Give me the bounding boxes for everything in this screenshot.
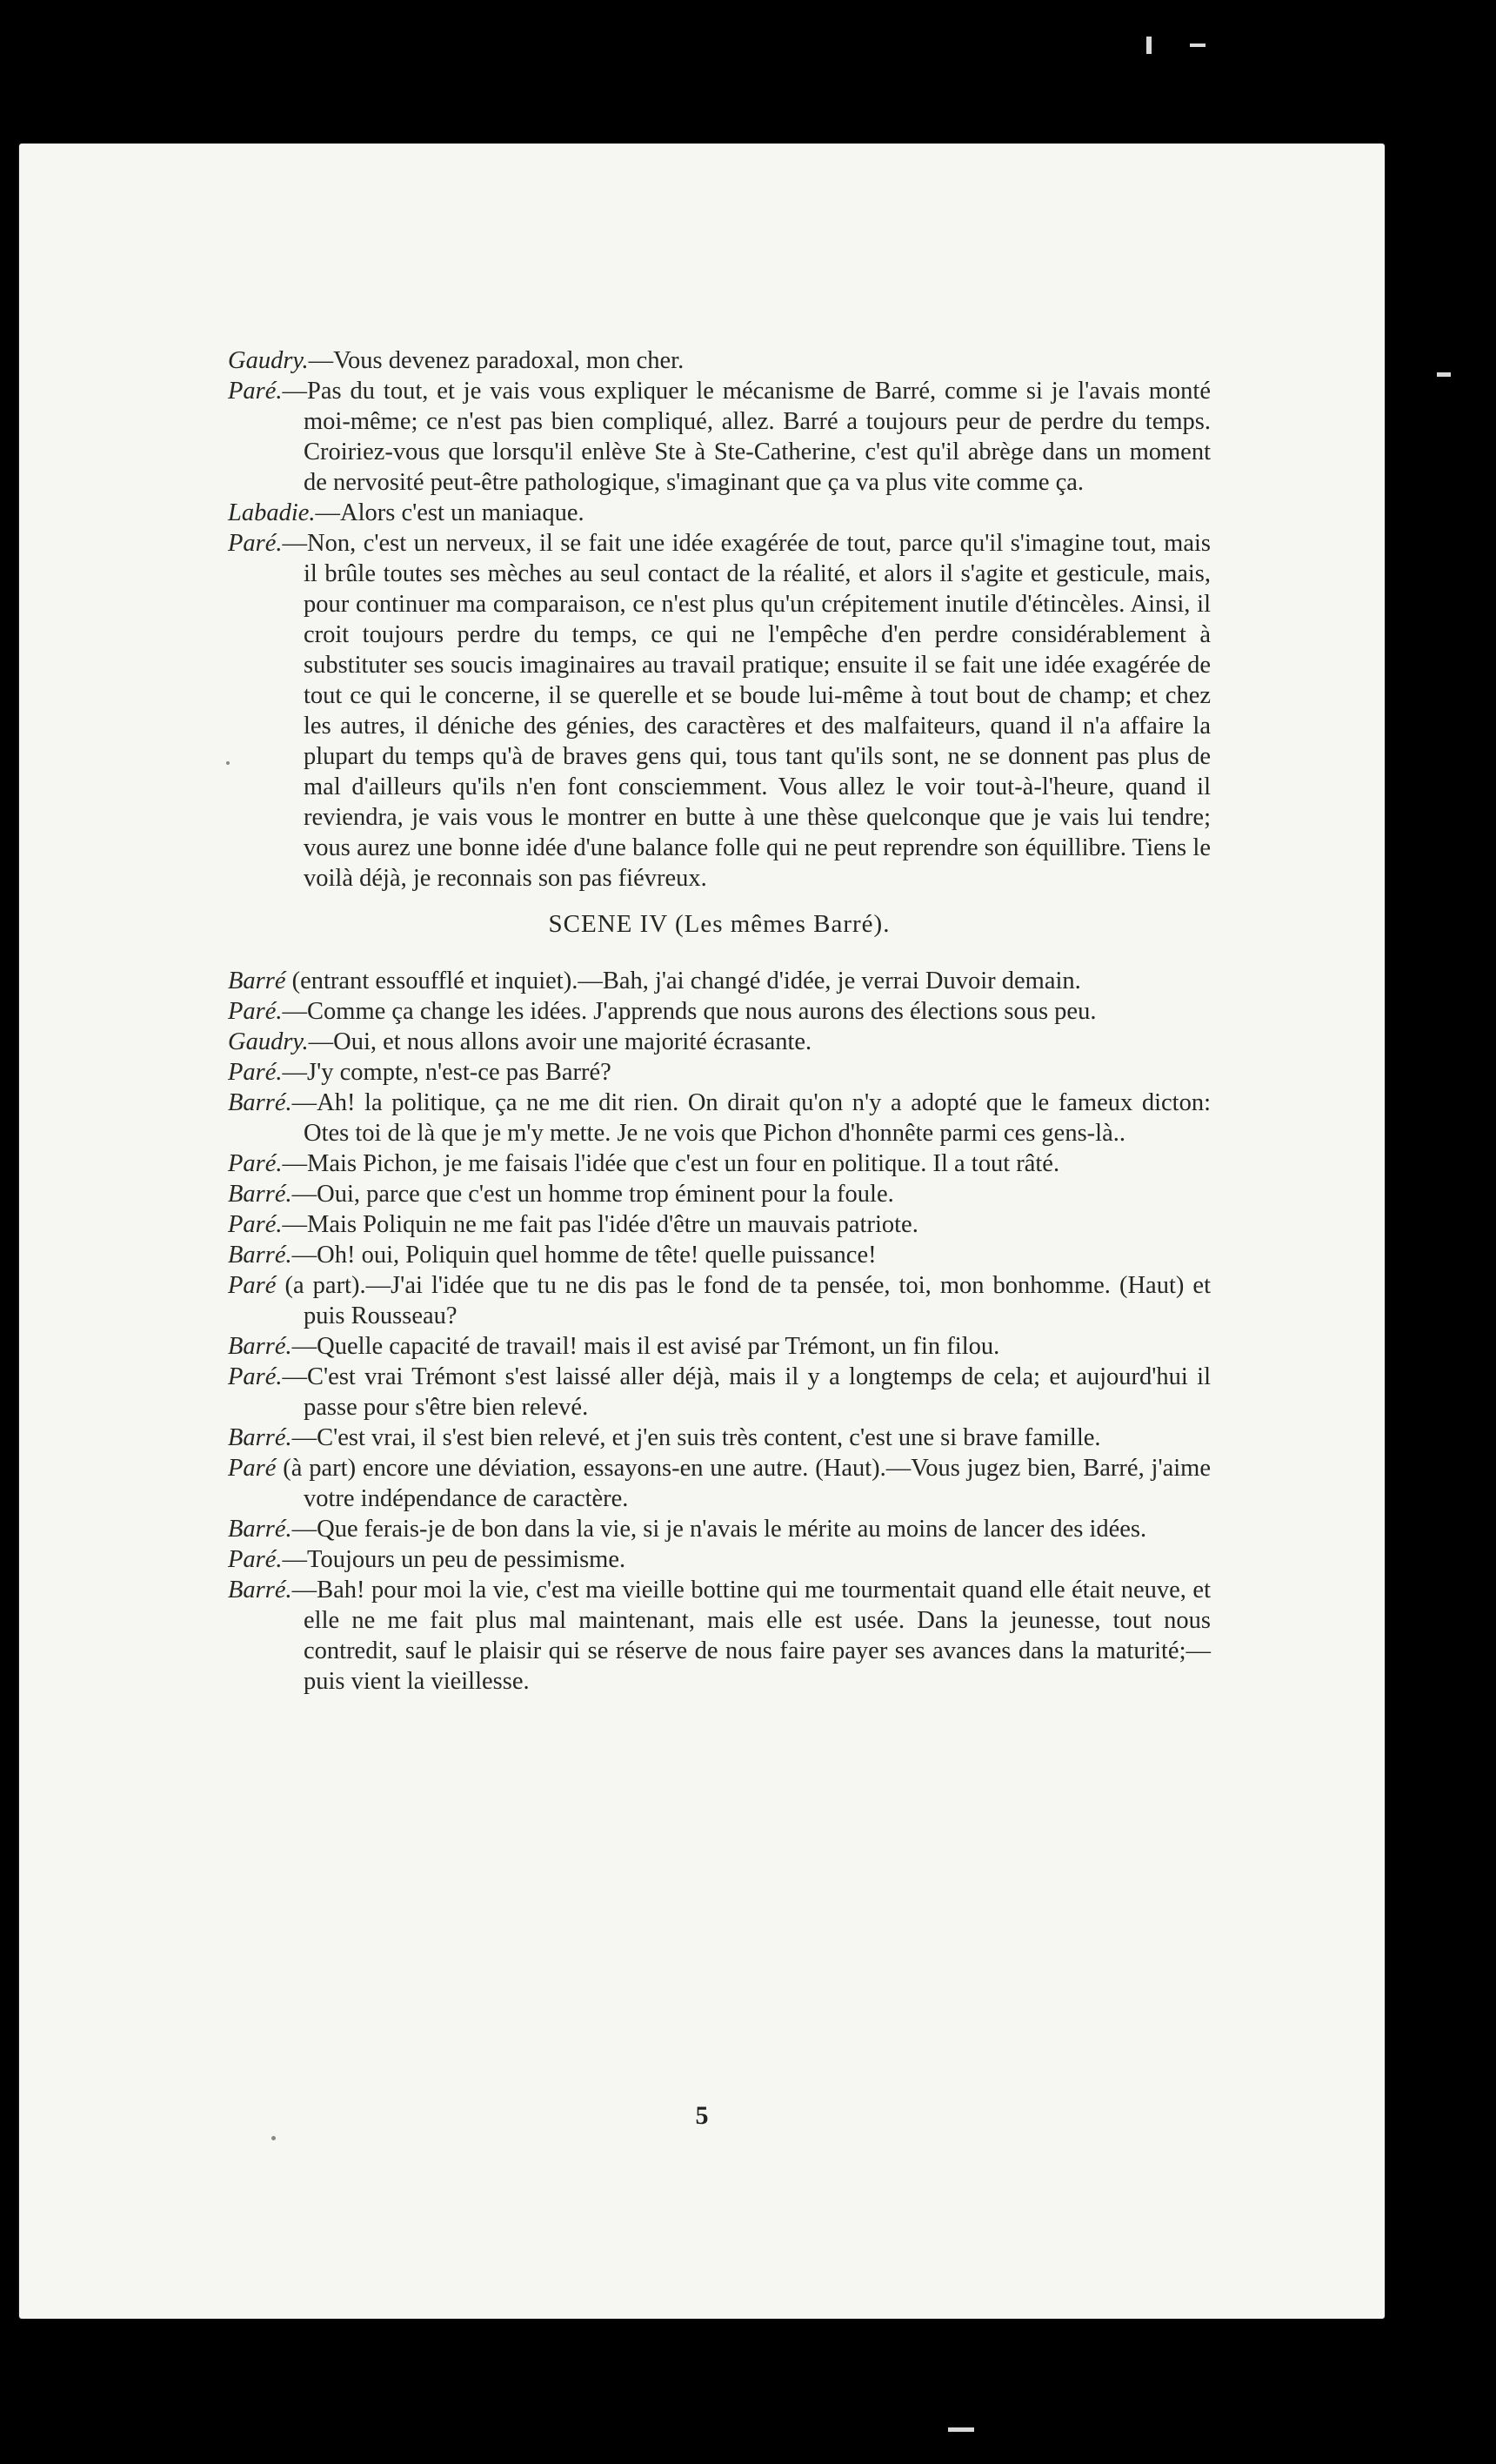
speaker-name: Paré. [228, 1150, 283, 1177]
speaker-name: Paré. [228, 1059, 283, 1086]
speech [228, 1453, 1211, 1514]
speaker-name: Barré. [228, 1333, 292, 1360]
speech [228, 376, 1211, 498]
speech [228, 966, 1211, 996]
speaker-name: Paré [228, 1272, 277, 1299]
speaker-name: Paré. [228, 1546, 283, 1573]
speaker-name: Barré [228, 968, 286, 994]
speech-text: —Bah! pour moi la vie, c'est ma vieille bottine qui me tourmentait quand elle était neuve, et elle ne me fait plus mal maintenant, mais elle est usée. Dans la jeunesse, tout nous contredit, sauf le plaisir qui se réserve de nous faire payer ses avances dans la maturité;—puis vient la vieillesse. [291, 1577, 1211, 1695]
speech-text: (a part).—J'ai l'idée que tu ne dis pas le fond de ta pensée, toi, mon bonhomme. (Haut) et puis Rousseau? [276, 1272, 1211, 1329]
speech [228, 996, 1211, 1027]
speech-text: —C'est vrai Trémont s'est laissé aller déjà, mais il y a longtemps de cela; et aujourd'hui il passe pour s'être bien relevé. [282, 1363, 1211, 1421]
speech-text: —J'y compte, n'est-ce pas Barré? [282, 1059, 611, 1086]
speaker-name: Paré [228, 1455, 277, 1482]
dialogue-block [228, 966, 1211, 1697]
speech-text: —Toujours un peu de pessimisme. [282, 1546, 626, 1573]
speech-text: —Oh! oui, Poliquin quel homme de tête! quelle puissance! [291, 1242, 877, 1269]
speech-text: —Alors c'est un maniaque. [315, 499, 584, 526]
speech [228, 1209, 1211, 1240]
scan-artifact [1437, 372, 1451, 377]
scene-heading: SCENE IV (Les mêmes Barré). [548, 910, 891, 938]
speech [228, 1148, 1211, 1179]
speaker-name: Barré. [228, 1424, 292, 1451]
speech-text: —Comme ça change les idées. J'apprends que nous aurons des élections sous peu. [282, 998, 1097, 1025]
speech [228, 498, 1211, 528]
speaker-name: Barré. [228, 1181, 292, 1208]
speech-text: —Mais Poliquin ne me fait pas l'idée d'être un mauvais patriote. [282, 1211, 918, 1238]
page-number: 5 [695, 2101, 709, 2130]
speech-text: —C'est vrai, il s'est bien relevé, et j'en suis très content, c'est une si brave famille. [291, 1424, 1101, 1451]
speaker-name: Paré. [228, 998, 283, 1025]
speech-text: —Vous devenez paradoxal, mon cher. [308, 347, 685, 374]
speech [228, 1240, 1211, 1270]
scan-artifact [948, 2427, 974, 2432]
speech [228, 1544, 1211, 1575]
speaker-name: Paré. [228, 378, 283, 405]
dialogue-block [228, 345, 1211, 894]
speaker-name: Labadie. [228, 499, 316, 526]
speech-text: —Oui, et nous allons avoir une majorité écrasante. [308, 1028, 812, 1055]
speech [228, 1179, 1211, 1209]
speech [228, 1270, 1211, 1331]
speaker-name: Barré. [228, 1089, 292, 1116]
speaker-name: Barré. [228, 1242, 292, 1269]
speech [228, 1057, 1211, 1088]
speaker-name: Paré. [228, 1211, 283, 1238]
speech-text: —Oui, parce que c'est un homme trop éminent pour la foule. [291, 1181, 894, 1208]
speech [228, 1514, 1211, 1544]
speaker-name: Barré. [228, 1577, 292, 1604]
page-text [228, 345, 1211, 1697]
speech-text: (entrant essoufflé et inquiet).—Bah, j'ai changé d'idée, je verrai Duvoir demain. [285, 968, 1081, 994]
speech-text: —Non, c'est un nerveux, il se fait une idée exagérée de tout, parce qu'il s'imagine tout, mais il brûle toutes ses mèches au seul contact de la réalité, et alors il s'agite et gesticule, mais, pour continuer ma comparaison, ce n'est plus qu'un crépitement inutile d'étincèles. Ainsi, il croit toujours perdre du temps, ce qui ne l'empêche d'en perdre considérablement à substituter ses soucis imaginaires au travail pratique; ensuite il se fait une idée exagérée de tout ce qui le concerne, il se querelle et se boude lui-même à tout bout de champ; et chez les autres, il déniche des génies, des caractères et des malfaiteurs, quand il n'a affaire la plupart du temps qu'à de braves gens qui, tous tant qu'ils sont, ne se donnent pas plus de mal d'ailleurs qu'ils n'en font consciemment. Vous allez le voir tout-à-l'heure, quand il reviendra, je vais vous le montrer en butte à une thèse quelconque que je vais lui tendre; vous aurez une bonne idée d'une balance folle qui ne peut reprendre son équillibre. Tiens le voilà déjà, je reconnais son pas fiévreux. [282, 530, 1211, 892]
speaker-name: Gaudry. [228, 347, 309, 374]
book-page [19, 144, 1385, 2319]
speech [228, 1331, 1211, 1362]
speech-text: —Pas du tout, et je vais vous expliquer le mécanisme de Barré, comme si je l'avais monté moi-même; ce n'est pas bien compliqué, allez. Barré a toujours peur de perdre du temps. Croiriez-vous que lorsqu'il enlève Ste à Ste-Catherine, c'est qu'il abrège dans un moment de nervosité peut-être pathologique, s'imaginant que ça va plus vite comme ça. [282, 378, 1211, 496]
speech [228, 528, 1211, 894]
speech-text: —Quelle capacité de travail! mais il est avisé par Trémont, un fin filou. [291, 1333, 1000, 1360]
speech-text: —Ah! la politique, ça ne me dit rien. On dirait qu'on n'y a adopté que le fameux dicton: Otes toi de là que je m'y mette. Je ne vois que Pichon d'honnête parmi ces gens-là.. [291, 1089, 1211, 1147]
speech [228, 1575, 1211, 1697]
scan-artifact [1146, 37, 1152, 54]
speaker-name: Gaudry. [228, 1028, 309, 1055]
speaker-name: Barré. [228, 1516, 292, 1543]
page-speck [271, 2136, 276, 2140]
speech [228, 1027, 1211, 1057]
speaker-name: Paré. [228, 1363, 283, 1390]
speech [228, 1362, 1211, 1423]
scan-artifact [1190, 44, 1205, 47]
speaker-name: Paré. [228, 530, 283, 557]
speech [228, 1088, 1211, 1148]
speech-text: —Mais Pichon, je me faisais l'idée que c'est un four en politique. Il a tout râté. [282, 1150, 1060, 1177]
speech [228, 345, 1211, 376]
speech-text: (à part) encore une déviation, essayons-en une autre. (Haut).—Vous jugez bien, Barré, j'aime votre indépendance de caractère. [276, 1455, 1211, 1512]
speech [228, 1423, 1211, 1453]
speech-text: —Que ferais-je de bon dans la vie, si je n'avais le mérite au moins de lancer des idées. [291, 1516, 1147, 1543]
